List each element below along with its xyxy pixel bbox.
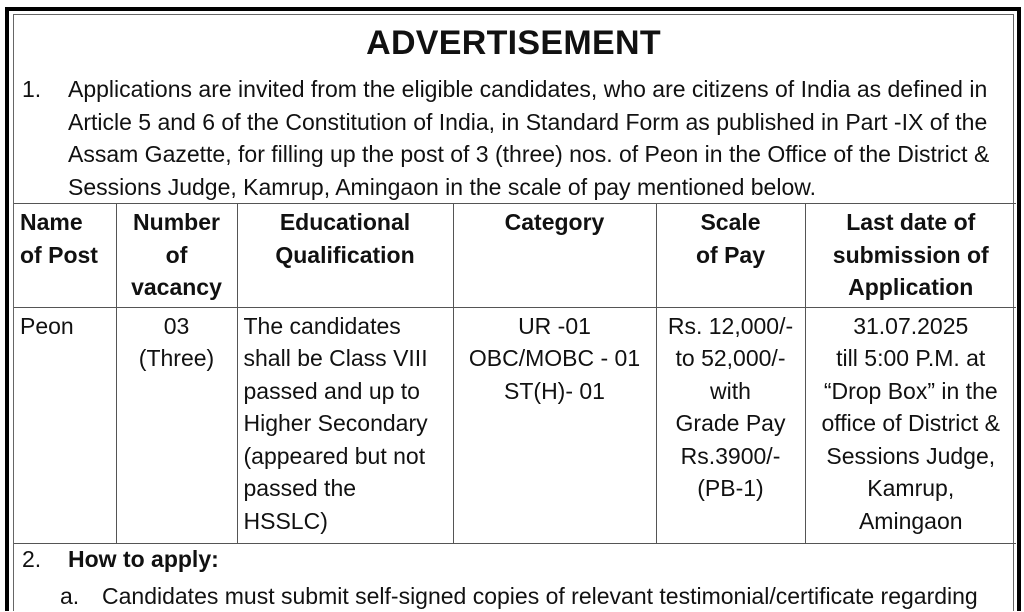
paragraph-line: Assam Gazette, for filling up the post of 3 (three) nos. of Peon in the Office of the District & <box>68 141 990 167</box>
cell-scale-of-pay: Rs. 12,000/- to 52,000/- with Grade Pay Rs.3900/- (PB-1) <box>656 307 805 543</box>
cell-vacancy: 03 (Three) <box>116 307 237 543</box>
header-scale-of-pay: Scale of Pay <box>656 204 805 308</box>
paragraph-line: Sessions Judge, Kamrup, Amingaon in the scale of pay mentioned below. <box>68 173 816 200</box>
item-a-letter: a. <box>60 583 80 609</box>
advertisement-frame <box>5 7 1021 611</box>
section-2-number: 2. <box>22 546 42 572</box>
section-1-number: 1. <box>22 76 42 102</box>
paragraph-line: Applications are invited from the eligible candidates, who are citizens of India as defined in <box>68 76 988 102</box>
header-number-of-vacancy: Number of vacancy <box>116 204 237 308</box>
cell-qualification: The candidates shall be Class VIII passed and up to Higher Secondary (appeared but not passed the HSSLC) <box>237 307 453 543</box>
cell-category: UR -01 OBC/MOBC - 01 ST(H)- 01 <box>453 307 656 543</box>
table-header-row <box>14 204 1016 308</box>
header-category: Category <box>453 204 656 308</box>
advertisement-inner-border <box>13 14 1014 611</box>
header-name-of-post: Name of Post <box>14 204 116 308</box>
section-2-item-a <box>60 580 978 612</box>
section-2-heading <box>22 543 219 575</box>
cell-post: Peon <box>14 307 116 543</box>
cell-last-date: 31.07.2025 till 5:00 P.M. at “Drop Box” in the office of District & Sessions Judge, Kamrup, Amingaon <box>805 307 1016 543</box>
item-a-text: Candidates must submit self-signed copies of relevant testimonial/certificate regarding <box>102 583 978 609</box>
paragraph-line: Article 5 and 6 of the Constitution of India, in Standard Form as published in Part -IX of the <box>68 108 988 135</box>
page-title: ADVERTISEMENT <box>366 24 661 62</box>
vacancy-table <box>14 203 1016 544</box>
header-last-date: Last date of submission of Application <box>805 204 1016 308</box>
how-to-apply-heading: How to apply: <box>68 546 219 572</box>
section-1-paragraph <box>22 73 1003 203</box>
header-educational-qualification: Educational Qualification <box>237 204 453 308</box>
table-row <box>14 307 1016 543</box>
